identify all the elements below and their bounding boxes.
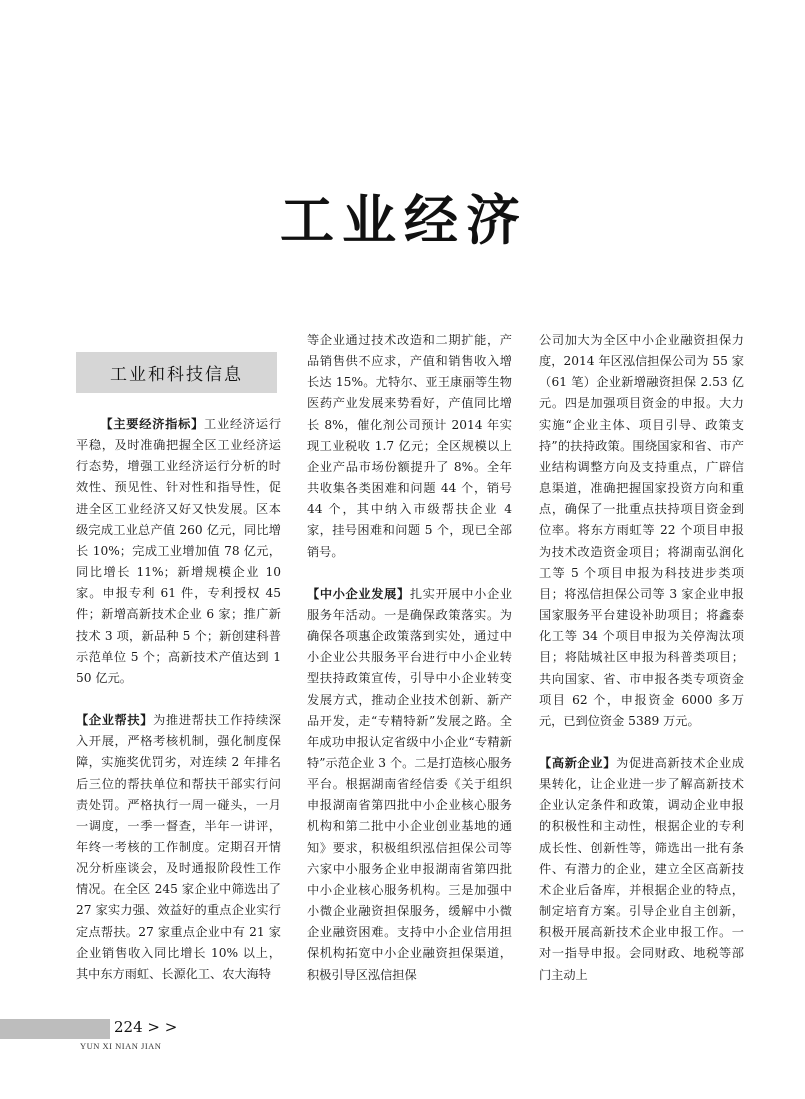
- paragraph-heading: 【企业帮扶】: [76, 713, 154, 728]
- paragraph-heading: 【主要经济指标】: [100, 417, 205, 431]
- page-number: [114, 1018, 177, 1036]
- section-title-box: [76, 352, 277, 393]
- footer-text: YUN XI NIAN JIAN: [80, 1041, 162, 1051]
- page-arrows: > >: [147, 1018, 178, 1036]
- footer-bar: [0, 1019, 110, 1039]
- paragraph-sme-development: [307, 584, 512, 986]
- paragraph-body: 等企业通过技术改造和二期扩能，产品销售供不应求，产值和销售收入增长达 15%。尤特尔、亚王康丽等生物医药产业发展来势看好，产值同比增长 8%，催化剂公司预计 2014 年实现工业税收 1.7 亿元；全区规模以上企业产品市场份额提升了 8%。全年共收集各类困难和问题 44 个，销号 44 个，其中纳入市级帮扶企业 4 家，挂号困难和问题 5 个，现已全部销号。: [307, 333, 512, 559]
- text-column-2: [307, 330, 512, 986]
- paragraph-high-tech: [539, 753, 744, 986]
- paragraph-main-indicators: [76, 414, 281, 689]
- paragraph-continued: [307, 330, 512, 563]
- text-column-3: [539, 330, 744, 986]
- paragraph-continued: [539, 330, 744, 732]
- page-title: 工业经济: [280, 188, 528, 252]
- paragraph-body: 公司加大为全区中小企业融资担保力度，2014 年区泓信担保公司为 55 家（61 笔）企业新增融资担保 2.53 亿元。四是加强项目资金的申报。大力实施“企业主体、项目引导、政策支持”的扶持政策。围绕国家和省、市产业结构调整方向及支持重点，广辟信息渠道，准确把握国家投资方向和重点，确保了一批重点扶持项目资金到位率。将东方雨虹等 22 个项目申报为技术改造资金项目；将湖南弘润化工等 5 个项目申报为科技进步类项目；将泓信担保公司等 3 家企业申报国家服务平台建设补助项目；将鑫泰化工等 34 个项目申报为关停淘汰项目；将陆城社区申报为科普类项目；共向国家、省、市申报各类专项资金项目 62 个，申报资金 6000 多万元，已到位资金 5389 万元。: [539, 333, 744, 728]
- paragraph-heading: 【中小企业发展】: [307, 586, 410, 601]
- page-number-value: 224: [114, 1018, 143, 1036]
- paragraph-heading: 【高新企业】: [539, 755, 617, 770]
- paragraph-body: 为促进高新技术企业成果转化，让企业进一步了解高新技术企业认定条件和政策，调动企业申报的积极性和主动性，根据企业的专利成长性、创新性等，筛选出一批有条件、有潜力的企业，建立全区高新技术企业后备库，并根据企业的特点，制定培育方案。引导企业自主创新，积极开展高新技术企业申报工作。一对一指导申报。会同财政、地税等部门主动上: [539, 755, 744, 982]
- text-column-1: [76, 414, 281, 985]
- paragraph-body: 为推进帮扶工作持续深入开展，严格考核机制，强化制度保障，实施奖优罚劣，对连续 2 年排名后三位的帮扶单位和帮扶干部实行问责处罚。严格执行一周一碰头，一月一调度，一季一督查，半年一讲评，年终一考核的工作制度。定期召开情况分析座谈会，及时通报阶段性工作情况。在全区 245 家企业中筛选出了 27 家实力强、效益好的重点企业实行定点帮扶。27 家重点企业中有 21 家企业销售收入同比增长 10% 以上，其中东方雨虹、长源化工、农大海特: [76, 713, 281, 981]
- paragraph-body: 扎实开展中小企业服务年活动。一是确保政策落实。为确保各项惠企政策落到实处，通过中小企业公共服务平台进行中小企业转型扶持政策宣传，引导中小企业转变发展方式，推动企业技术创新、新产品开发，走“专精特新”发展之路。全年成功申报认定省级中小企业“专精新特”示范企业 3 个。二是打造核心服务平台。根据湖南省经信委《关于组织申报湖南省第四批中小企业核心服务机构和第二批中小企业创业基地的通知》要求，积极组织泓信担保公司等六家中小服务企业申报湖南省第四批中小企业核心服务机构。三是加强中小微企业融资担保服务，缓解中小微企业融资困难。支持中小企业信用担保机构拓宽中小企业融资担保渠道，积极引导区泓信担保: [307, 586, 513, 982]
- section-title: 工业和科技信息: [110, 365, 243, 385]
- paragraph-body: 工业经济运行平稳，及时准确把握全区工业经济运行态势，增强工业经济运行分析的时效性、预见性、针对性和指导性，促进全区工业经济又好又快发展。区本级完成工业总产值 260 亿元，同比增长 10%；完成工业增加值 78 亿元，同比增长 11%；新增规模企业 10 家。申报专利 61 件，专利授权 45 件；新增高新技术企业 6 家；推广新技术 3 项，新品种 5 个；新创建科普示范单位 5 个；高新技术产值达到 150 亿元。: [76, 417, 282, 685]
- paragraph-enterprise-support: [76, 710, 281, 985]
